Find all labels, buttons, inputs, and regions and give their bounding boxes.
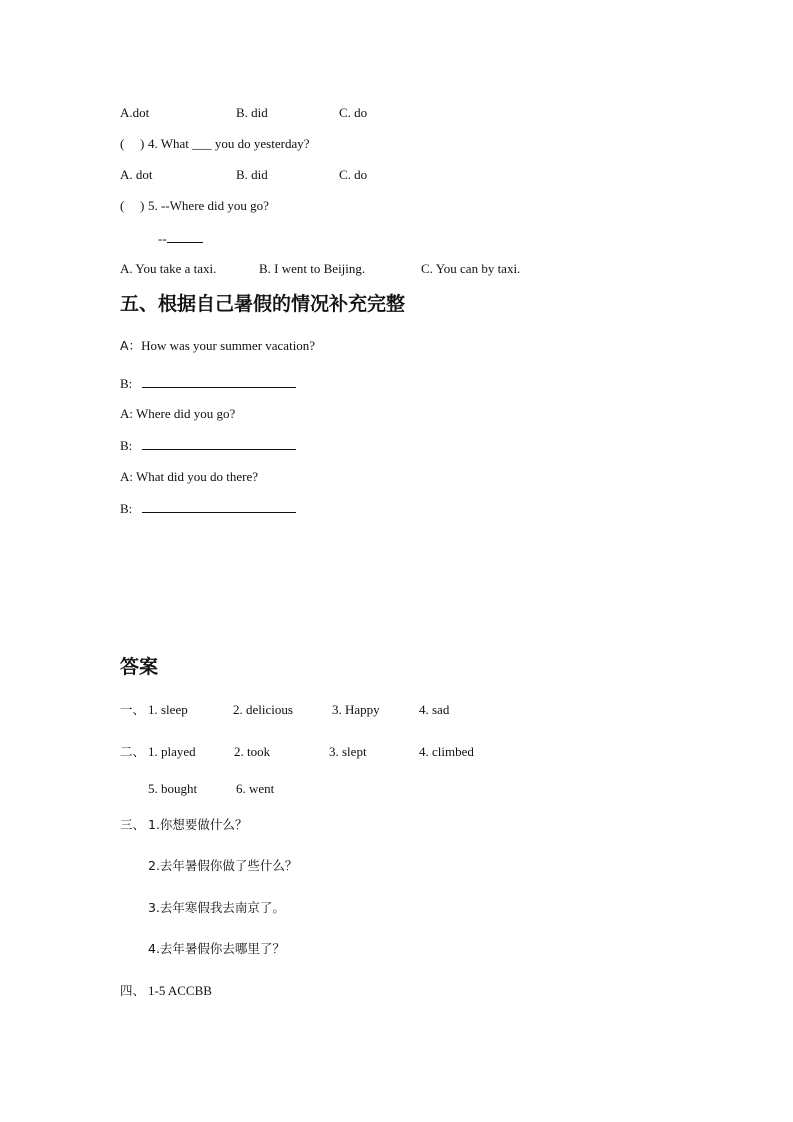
- dialog-answer-blank-2[interactable]: [142, 437, 296, 450]
- dialog-speaker: B:: [120, 376, 133, 391]
- answers-title: 答案: [120, 656, 159, 678]
- answer-item: 2. delicious: [233, 702, 293, 717]
- q5-option-c: C. You can by taxi.: [421, 261, 521, 276]
- answer-item: 1. sleep: [148, 702, 188, 717]
- answer-item: 3.去年寒假我去南京了。: [148, 900, 285, 915]
- answer-item: 2.去年暑假你做了些什么？: [148, 858, 298, 873]
- dialog-line-3: [120, 406, 235, 422]
- dialog-line-2: [120, 375, 296, 392]
- q3-option-c: C. do: [339, 105, 368, 120]
- section5-title: 五、根据自己暑假的情况补充完整: [120, 293, 406, 315]
- q5-option-a: A. You take a taxi.: [120, 261, 217, 276]
- dialog-answer-blank-3[interactable]: [142, 500, 296, 513]
- answer-item: 1. played: [148, 744, 196, 759]
- answer-item: 4. climbed: [419, 744, 474, 759]
- dialog-speaker: A:: [120, 406, 133, 421]
- q4-option-c: C. do: [339, 167, 368, 182]
- answer-item: 2. took: [234, 744, 271, 759]
- q5-paren-open: (: [120, 198, 125, 213]
- dialog-line-6: [120, 500, 296, 517]
- answers-three-label: 三、: [120, 817, 146, 832]
- answer-item: 3. slept: [329, 744, 367, 759]
- answers-two-label: 二、: [120, 744, 146, 759]
- dialog-line-4: [120, 437, 296, 454]
- dialog-speaker: A:: [120, 469, 133, 484]
- q4-paren-open: (: [120, 136, 125, 151]
- q5-text: 5. --Where did you go?: [148, 198, 269, 213]
- answer-item: 4. sad: [419, 702, 450, 717]
- q4-text: 4. What ___ you do yesterday?: [148, 136, 310, 151]
- q3-option-b: B. did: [236, 105, 268, 120]
- answer-item: 1-5 ACCBB: [148, 983, 212, 998]
- q3-option-a: A.dot: [120, 105, 150, 120]
- answer-item: 1.你想要做什么？: [148, 817, 248, 832]
- q5-answer-line: [158, 230, 203, 247]
- q4-option-a: A. dot: [120, 167, 153, 182]
- dialog-text: What did you do there?: [136, 469, 259, 484]
- dialog-speaker: B:: [120, 501, 133, 516]
- answer-item: 3. Happy: [332, 702, 380, 717]
- answer-item: 6. went: [236, 781, 275, 796]
- dialog-line-5: [120, 469, 258, 485]
- q5-answer-blank[interactable]: [167, 230, 203, 243]
- q4-option-b: B. did: [236, 167, 268, 182]
- answer-item: 5. bought: [148, 781, 198, 796]
- q5-paren-close: ): [140, 198, 145, 213]
- dialog-text: Where did you go?: [136, 406, 236, 421]
- dialog-line-1: [120, 338, 315, 354]
- dialog-speaker: B:: [120, 438, 133, 453]
- dialog-speaker: A：: [120, 338, 142, 353]
- answer-item: 4.去年暑假你去哪里了？: [148, 941, 285, 956]
- q5-option-b: B. I went to Beijing.: [259, 261, 366, 276]
- answers-four-label: 四、: [120, 983, 146, 998]
- dialog-answer-blank-1[interactable]: [142, 375, 296, 388]
- answers-one-label: 一、: [120, 702, 146, 717]
- q4-paren-close: ): [140, 136, 145, 151]
- q5-answer-prefix: --: [158, 231, 167, 246]
- dialog-text: How was your summer vacation?: [141, 338, 316, 353]
